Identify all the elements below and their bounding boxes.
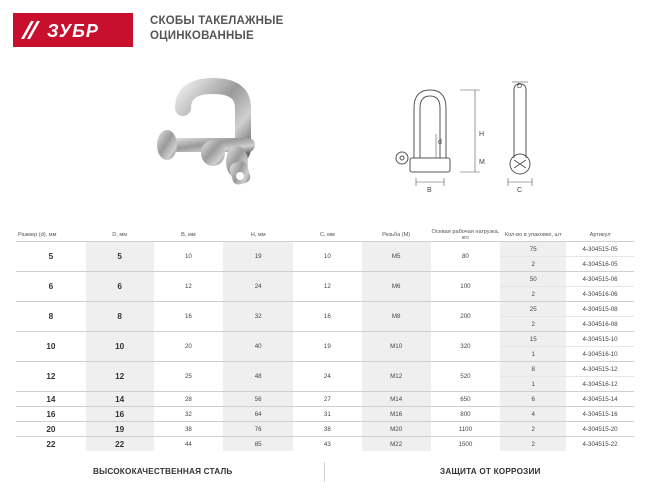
b-cell: 20 <box>154 332 224 362</box>
diagram-side-view <box>492 78 548 196</box>
specs-table-body <box>16 242 634 452</box>
table-row <box>16 362 634 377</box>
article-cell: 4-304515-06 <box>566 272 634 287</box>
d-cell: 14 <box>86 392 154 407</box>
table-row <box>16 407 634 422</box>
thread-cell: M22 <box>362 437 431 452</box>
header-pack: Кол-во в упаковке, шт <box>504 231 562 238</box>
c-cell: 24 <box>293 362 362 392</box>
brand-logo-text: ЗУБР <box>47 21 99 41</box>
article-cell: 4-304516-08 <box>566 317 634 332</box>
header-thread: Резьба (M) <box>382 231 411 238</box>
c-cell: 31 <box>293 407 362 422</box>
h-cell: 24 <box>223 272 293 302</box>
c-cell: 10 <box>293 242 362 272</box>
load-cell: 80 <box>431 242 501 272</box>
pack-qty-cell: 1 <box>500 377 566 392</box>
thread-cell: M12 <box>362 362 431 392</box>
header-article: Артикул <box>589 231 611 238</box>
pack-qty-cell: 8 <box>500 362 566 377</box>
pack-qty-cell: 2 <box>500 422 566 437</box>
size-cell: 22 <box>16 437 86 452</box>
article-cell: 4-304516-12 <box>566 377 634 392</box>
h-cell: 48 <box>223 362 293 392</box>
pack-qty-cell: 2 <box>500 257 566 272</box>
label-d: d <box>438 139 442 146</box>
b-cell: 32 <box>154 407 224 422</box>
h-cell: 64 <box>223 407 293 422</box>
h-cell: 76 <box>223 422 293 437</box>
b-cell: 12 <box>154 272 224 302</box>
pack-qty-cell: 2 <box>500 287 566 302</box>
footer-feature-steel: ВЫСОКОКАЧЕСТВЕННАЯ СТАЛЬ <box>93 467 233 476</box>
pack-qty-cell: 1 <box>500 347 566 362</box>
h-cell: 56 <box>223 392 293 407</box>
h-cell: 19 <box>223 242 293 272</box>
b-cell: 25 <box>154 362 224 392</box>
b-cell: 38 <box>154 422 224 437</box>
header-H: H, мм <box>250 231 266 238</box>
page-title-line1: СКОБЫ ТАКЕЛАЖНЫЕ <box>150 15 284 27</box>
table-row <box>16 437 634 452</box>
load-cell: 100 <box>431 272 501 302</box>
size-cell: 12 <box>16 362 86 392</box>
d-cell: 16 <box>86 407 154 422</box>
size-cell: 16 <box>16 407 86 422</box>
article-cell: 4-304515-22 <box>566 437 634 452</box>
c-cell: 16 <box>293 302 362 332</box>
table-row <box>16 332 634 347</box>
size-cell: 8 <box>16 302 86 332</box>
header-size: Размер (d), мм <box>18 231 57 238</box>
size-cell: 5 <box>16 242 86 272</box>
c-cell: 19 <box>293 332 362 362</box>
article-cell: 4-304516-10 <box>566 347 634 362</box>
article-cell: 4-304515-08 <box>566 302 634 317</box>
page-title-line2: ОЦИНКОВАННЫЕ <box>150 30 254 42</box>
d-cell: 6 <box>86 272 154 302</box>
diagram-front-view <box>380 78 492 196</box>
article-cell: 4-304515-14 <box>566 392 634 407</box>
c-cell: 12 <box>293 272 362 302</box>
b-cell: 10 <box>154 242 224 272</box>
h-cell: 40 <box>223 332 293 362</box>
thread-cell: M14 <box>362 392 431 407</box>
header-B: B, мм <box>181 231 196 238</box>
pack-qty-cell: 50 <box>500 272 566 287</box>
table-row <box>16 302 634 317</box>
article-cell: 4-304515-20 <box>566 422 634 437</box>
specs-table <box>16 228 634 451</box>
header-C: C, мм <box>319 231 335 238</box>
size-cell: 10 <box>16 332 86 362</box>
thread-cell: M20 <box>362 422 431 437</box>
h-cell: 85 <box>223 437 293 452</box>
label-D: D <box>517 83 523 90</box>
thread-cell: M16 <box>362 407 431 422</box>
label-B: B <box>427 187 432 194</box>
load-cell: 1500 <box>431 437 501 452</box>
footer-divider <box>324 462 325 482</box>
thread-cell: M8 <box>362 302 431 332</box>
label-M: M <box>479 159 485 166</box>
article-cell: 4-304515-10 <box>566 332 634 347</box>
d-cell: 19 <box>86 422 154 437</box>
load-cell: 1100 <box>431 422 501 437</box>
size-cell: 14 <box>16 392 86 407</box>
d-cell: 10 <box>86 332 154 362</box>
pack-qty-cell: 2 <box>500 437 566 452</box>
brand-logo <box>13 13 133 47</box>
label-C: C <box>517 187 523 194</box>
d-cell: 12 <box>86 362 154 392</box>
article-cell: 4-304515-16 <box>566 407 634 422</box>
load-cell: 520 <box>431 362 501 392</box>
c-cell: 38 <box>293 422 362 437</box>
table-row <box>16 242 634 257</box>
page-title <box>150 14 284 44</box>
d-cell: 22 <box>86 437 154 452</box>
d-cell: 8 <box>86 302 154 332</box>
label-H: H <box>479 131 485 138</box>
h-cell: 32 <box>223 302 293 332</box>
load-cell: 650 <box>431 392 501 407</box>
article-cell: 4-304515-05 <box>566 242 634 257</box>
article-cell: 4-304516-05 <box>566 257 634 272</box>
c-cell: 43 <box>293 437 362 452</box>
pack-qty-cell: 4 <box>500 407 566 422</box>
thread-cell: M10 <box>362 332 431 362</box>
pack-qty-cell: 6 <box>500 392 566 407</box>
b-cell: 28 <box>154 392 224 407</box>
c-cell: 27 <box>293 392 362 407</box>
size-cell: 20 <box>16 422 86 437</box>
pack-qty-cell: 15 <box>500 332 566 347</box>
size-cell: 6 <box>16 272 86 302</box>
table-row <box>16 392 634 407</box>
d-cell: 5 <box>86 242 154 272</box>
footer-feature-corrosion: ЗАЩИТА ОТ КОРРОЗИИ <box>440 467 541 476</box>
load-cell: 800 <box>431 407 501 422</box>
b-cell: 16 <box>154 302 224 332</box>
thread-cell: M5 <box>362 242 431 272</box>
pack-qty-cell: 25 <box>500 302 566 317</box>
thread-cell: M6 <box>362 272 431 302</box>
header-load: Осевая рабочая нагрузка, кгс <box>431 228 500 241</box>
header-D: D, мм <box>112 231 128 238</box>
table-row <box>16 422 634 437</box>
article-cell: 4-304515-12 <box>566 362 634 377</box>
pack-qty-cell: 75 <box>500 242 566 257</box>
pack-qty-cell: 2 <box>500 317 566 332</box>
article-cell: 4-304516-06 <box>566 287 634 302</box>
load-cell: 200 <box>431 302 501 332</box>
b-cell: 44 <box>154 437 224 452</box>
shackle-photo <box>143 78 283 196</box>
table-header-row <box>16 228 634 242</box>
table-row <box>16 272 634 287</box>
load-cell: 320 <box>431 332 501 362</box>
